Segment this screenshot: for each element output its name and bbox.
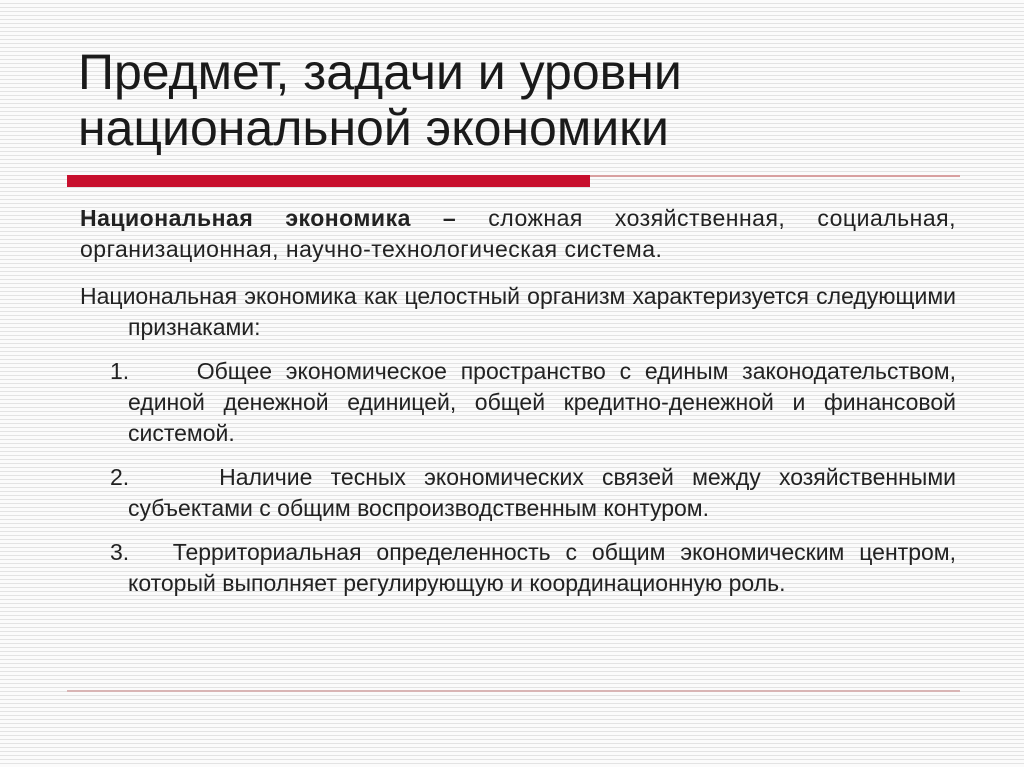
list-item [80,537,956,599]
slide-title [78,44,978,156]
list-item [80,462,956,524]
list-item-spacer [128,358,197,384]
list-item-number: 2. [110,464,130,490]
intro-paragraph: Национальная экономика как целостный организм характеризуется следующими признаками: [80,283,956,340]
features-list [80,356,956,599]
list-item-text: Общее экономическое пространство с единым законодательством, единой денежной единицей, общей кредитно-денежной и финансовой системой. [128,358,956,446]
title-divider-line [590,175,960,177]
definition-term: Национальная экономика – [80,205,457,231]
slide-title-line-2: национальной экономики [78,100,669,156]
slide-title-line-1: Предмет, задачи и уровни [78,44,682,100]
list-item-number: 1. [110,358,130,384]
title-accent-bar [67,175,590,187]
slide-body [80,203,956,599]
definition-paragraph [80,203,956,265]
list-item [80,356,956,449]
list-item-number: 3. [110,539,130,565]
list-item-text: Наличие тесных экономических связей между хозяйственными субъектами с общим воспроизводственным контуром. [128,464,956,521]
definition-text: сложная хозяйственная, социальная, организационная, научно-технологическая система. [80,205,956,262]
list-item-text: Территориальная определенность с общим экономическим центром, который выполняет регулирующую и координационную роль. [128,539,956,596]
list-item-spacer [128,539,173,565]
list-item-spacer [128,464,219,490]
bottom-divider-line [67,690,960,692]
